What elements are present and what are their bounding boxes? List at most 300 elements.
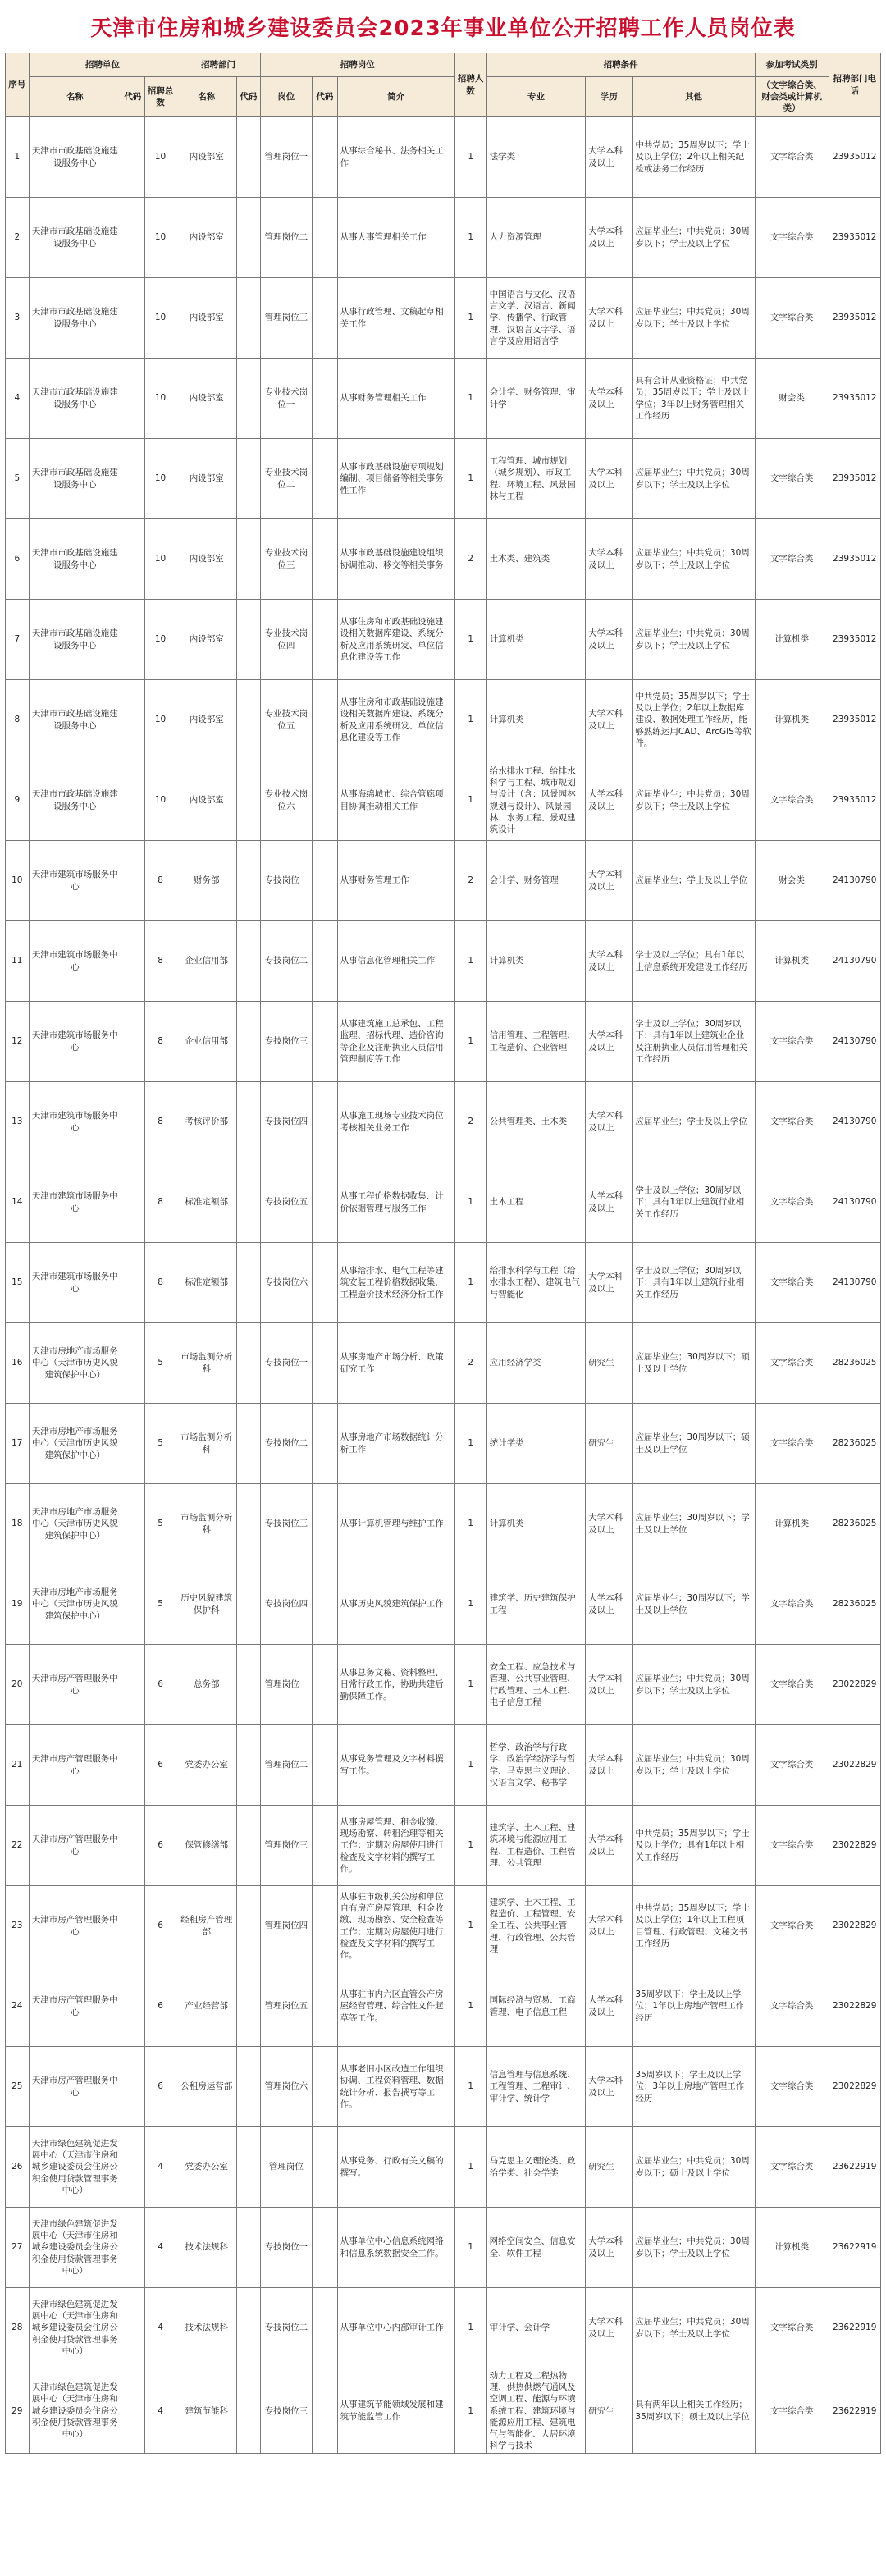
cell-edu: 大学本科及以上 [586, 278, 633, 359]
cell-post-name: 专技岗位二 [260, 2288, 312, 2368]
cell-post-desc: 从事住房和市政基础设施建设相关数据库建设、系统分析及应用系统研发、单位信息化建设等工作 [337, 600, 454, 680]
cell-post-desc: 从事驻市级机关公房和单位自有房产房屋管理、租金收缴、现场勘察、安全检查等工作；定期对房屋使用进行检查及文字材料的撰写工作。 [337, 1886, 454, 1966]
cell-unit-total: 8 [144, 1243, 176, 1323]
cell-count: 2 [454, 519, 486, 600]
header-exam-note: （文字综合类、财会类或计算机类） [755, 77, 829, 117]
cell-post-desc: 从事单位中心内部审计工作 [337, 2288, 454, 2368]
cell-seq: 20 [6, 1645, 30, 1725]
cell-exam: 文字综合类 [755, 1645, 829, 1725]
cell-dept-code [237, 841, 261, 921]
cell-count: 1 [454, 2368, 486, 2454]
cell-post-name: 管理岗位三 [260, 1806, 312, 1886]
cell-dept-name: 标准定额部 [176, 1243, 237, 1323]
cell-phone: 23622919 [829, 2288, 880, 2368]
cell-unit-code [121, 1002, 145, 1082]
cell-unit-total: 4 [144, 2288, 176, 2368]
cell-phone: 23022829 [829, 1886, 880, 1966]
table-row [6, 1966, 881, 2047]
cell-major: 土木工程 [486, 1162, 586, 1243]
cell-phone: 23022829 [829, 1725, 880, 1806]
cell-unit-name: 天津市市政基础设施建设服务中心 [29, 519, 121, 600]
cell-dept-code [237, 760, 261, 841]
cell-seq: 2 [6, 198, 30, 278]
cell-exam: 文字综合类 [755, 198, 829, 278]
cell-post-desc: 从事驻市内六区直管公产房屋经营管理、综合性文件起草等工作。 [337, 1966, 454, 2047]
cell-other: 35周岁以下；学士及以上学位；3年以上房地产管理工作经历 [633, 2047, 755, 2127]
cell-post-desc: 从事工程价格数据收集、计价依据管理与服务工作 [337, 1162, 454, 1243]
cell-exam: 文字综合类 [755, 2288, 829, 2368]
cell-dept-name: 内设部室 [176, 600, 237, 680]
cell-major: 计算机类 [486, 600, 586, 680]
cell-count: 1 [454, 278, 486, 359]
cell-unit-code [121, 600, 145, 680]
cell-other: 应届毕业生；中共党员；30周岁以下；硕士及以上学位 [633, 2127, 755, 2208]
cell-seq: 25 [6, 2047, 30, 2127]
table-row [6, 359, 881, 439]
header-count: 招聘人数 [454, 53, 486, 117]
cell-unit-code [121, 1645, 145, 1725]
cell-seq: 8 [6, 680, 30, 760]
cell-unit-name: 天津市绿色建筑促进发展中心（天津市住房和城乡建设委员会住房公积金使用贷款管理事务中心） [29, 2368, 121, 2454]
cell-other: 应届毕业生；30周岁以下；硕士及以上学位 [633, 1323, 755, 1404]
cell-seq: 28 [6, 2288, 30, 2368]
cell-unit-name: 天津市市政基础设施建设服务中心 [29, 359, 121, 439]
cell-post-code [313, 1645, 338, 1725]
cell-dept-name: 产业经营部 [176, 1966, 237, 2047]
cell-dept-code [237, 1725, 261, 1806]
cell-other: 学士及以上学位；30周岁以下；具有1年以上建筑行业相关工作经历 [633, 1243, 755, 1323]
cell-count: 1 [454, 2127, 486, 2208]
cell-post-code [313, 1886, 338, 1966]
cell-edu: 大学本科及以上 [586, 1725, 633, 1806]
header-post-name: 岗位 [260, 77, 312, 117]
cell-post-name: 专技岗位三 [260, 2368, 312, 2454]
cell-dept-code [237, 278, 261, 359]
cell-unit-total: 4 [144, 2208, 176, 2288]
cell-post-desc: 从事海绵城市、综合管廊项目协调推动相关工作 [337, 760, 454, 841]
cell-count: 1 [454, 2288, 486, 2368]
cell-post-name: 专业技术岗位四 [260, 600, 312, 680]
cell-unit-code [121, 1243, 145, 1323]
cell-dept-code [237, 198, 261, 278]
cell-dept-name: 考核评价部 [176, 1082, 237, 1162]
header-seq: 序号 [6, 53, 30, 117]
table-row [6, 1886, 881, 1966]
cell-edu: 大学本科及以上 [586, 2208, 633, 2288]
cell-post-code [313, 841, 338, 921]
table-row [6, 2288, 881, 2368]
header-major: 专业 [486, 77, 586, 117]
table-row [6, 1806, 881, 1886]
cell-post-name: 专技岗位一 [260, 841, 312, 921]
cell-post-code [313, 278, 338, 359]
cell-unit-total: 6 [144, 1886, 176, 1966]
cell-edu: 大学本科及以上 [586, 680, 633, 760]
cell-post-code [313, 2368, 338, 2454]
cell-exam: 文字综合类 [755, 760, 829, 841]
cell-post-desc: 从事综合秘书、法务相关工作 [337, 117, 454, 198]
cell-major: 安全工程、应急技术与管理、公共事业管理、行政管理、土木工程、电子信息工程 [486, 1645, 586, 1725]
cell-count: 1 [454, 117, 486, 198]
cell-unit-name: 天津市建筑市场服务中心 [29, 1002, 121, 1082]
cell-dept-name: 经租房产管理部 [176, 1886, 237, 1966]
table-row [6, 1243, 881, 1323]
table-row [6, 600, 881, 680]
cell-post-code [313, 198, 338, 278]
cell-count: 1 [454, 1162, 486, 1243]
cell-phone: 23622919 [829, 2368, 880, 2454]
cell-major: 国际经济与贸易、工商管理、电子信息工程 [486, 1966, 586, 2047]
table-row [6, 921, 881, 1002]
cell-unit-code [121, 760, 145, 841]
cell-major: 法学类 [486, 117, 586, 198]
cell-dept-name: 内设部室 [176, 680, 237, 760]
cell-count: 2 [454, 841, 486, 921]
cell-unit-total: 10 [144, 680, 176, 760]
cell-dept-code [237, 921, 261, 1002]
cell-dept-code [237, 1404, 261, 1484]
cell-post-desc: 从事党务、行政有关文稿的撰写。 [337, 2127, 454, 2208]
cell-dept-name: 建筑节能科 [176, 2368, 237, 2454]
cell-other: 35周岁以下；学士及以上学位；1年以上房地产管理工作经历 [633, 1966, 755, 2047]
cell-other: 具有两年以上相关工作经历；35周岁以下；硕士及以上学位 [633, 2368, 755, 2454]
cell-seq: 29 [6, 2368, 30, 2454]
cell-phone: 23935012 [829, 117, 880, 198]
cell-unit-name: 天津市房地产市场服务中心（天津市历史风貌建筑保护中心） [29, 1484, 121, 1564]
cell-edu: 大学本科及以上 [586, 1162, 633, 1243]
table-row [6, 439, 881, 519]
cell-post-code [313, 2288, 338, 2368]
cell-exam: 文字综合类 [755, 439, 829, 519]
cell-unit-total: 5 [144, 1484, 176, 1564]
cell-seq: 16 [6, 1323, 30, 1404]
cell-other: 应届毕业生；中共党员；30周岁以下；学士及以上学位 [633, 1645, 755, 1725]
cell-other: 应届毕业生；学士及以上学位 [633, 841, 755, 921]
cell-post-code [313, 359, 338, 439]
cell-other: 应届毕业生；中共党员；30周岁以下；学士及以上学位 [633, 600, 755, 680]
cell-unit-total: 8 [144, 921, 176, 1002]
cell-post-name: 专技岗位二 [260, 1404, 312, 1484]
header-phone: 招聘部门电话 [829, 53, 880, 117]
cell-edu: 研究生 [586, 2127, 633, 2208]
header-edu: 学历 [586, 77, 633, 117]
cell-post-name: 专技岗位六 [260, 1243, 312, 1323]
cell-unit-total: 8 [144, 841, 176, 921]
cell-post-desc: 从事老旧小区改造工作组织协调、工程资料管理、数据统计分析、报告撰写等工作。 [337, 2047, 454, 2127]
cell-seq: 9 [6, 760, 30, 841]
cell-count: 1 [454, 2047, 486, 2127]
table-row [6, 2047, 881, 2127]
header-cond-group: 招聘条件 [486, 53, 755, 77]
cell-unit-name: 天津市市政基础设施建设服务中心 [29, 600, 121, 680]
cell-phone: 28236025 [829, 1564, 880, 1645]
cell-phone: 23622919 [829, 2127, 880, 2208]
cell-exam: 文字综合类 [755, 1564, 829, 1645]
cell-dept-name: 保管修缮部 [176, 1806, 237, 1886]
cell-unit-total: 10 [144, 278, 176, 359]
cell-edu: 大学本科及以上 [586, 1243, 633, 1323]
cell-dept-code [237, 2127, 261, 2208]
cell-count: 1 [454, 1725, 486, 1806]
cell-unit-code [121, 921, 145, 1002]
cell-dept-code [237, 680, 261, 760]
cell-unit-total: 8 [144, 1162, 176, 1243]
cell-dept-name: 历史风貌建筑保护科 [176, 1564, 237, 1645]
cell-seq: 1 [6, 117, 30, 198]
cell-phone: 28236025 [829, 1484, 880, 1564]
cell-exam: 财会类 [755, 841, 829, 921]
cell-dept-code [237, 1886, 261, 1966]
cell-post-desc: 从事历史风貌建筑保护工作 [337, 1564, 454, 1645]
cell-edu: 研究生 [586, 2368, 633, 2454]
cell-dept-name: 内设部室 [176, 439, 237, 519]
cell-post-desc: 从事房地产市场分析、政策研究工作 [337, 1323, 454, 1404]
cell-unit-total: 6 [144, 2047, 176, 2127]
cell-major: 统计学类 [486, 1404, 586, 1484]
header-dept-name: 名称 [176, 77, 237, 117]
cell-unit-code [121, 519, 145, 600]
table-row [6, 1645, 881, 1725]
cell-edu: 大学本科及以上 [586, 921, 633, 1002]
cell-post-name: 专业技术岗位二 [260, 439, 312, 519]
cell-major: 信用管理、工程管理、工程造价、企业管理 [486, 1002, 586, 1082]
cell-dept-code [237, 1243, 261, 1323]
cell-post-code [313, 1082, 338, 1162]
cell-post-code [313, 1323, 338, 1404]
table-row [6, 680, 881, 760]
cell-unit-code [121, 2047, 145, 2127]
cell-post-name: 专业技术岗位三 [260, 519, 312, 600]
cell-unit-name: 天津市市政基础设施建设服务中心 [29, 278, 121, 359]
cell-post-name: 管理岗位五 [260, 1966, 312, 2047]
table-row [6, 760, 881, 841]
cell-unit-name: 天津市建筑市场服务中心 [29, 1162, 121, 1243]
table-body [6, 117, 881, 2454]
cell-count: 1 [454, 1806, 486, 1886]
cell-post-code [313, 680, 338, 760]
cell-exam: 文字综合类 [755, 1323, 829, 1404]
cell-post-code [313, 117, 338, 198]
cell-post-desc: 从事财务管理相关工作 [337, 359, 454, 439]
cell-post-code [313, 1806, 338, 1886]
cell-post-name: 专技岗位一 [260, 1323, 312, 1404]
cell-exam: 文字综合类 [755, 1886, 829, 1966]
cell-phone: 28236025 [829, 1323, 880, 1404]
cell-post-name: 专业技术岗位五 [260, 680, 312, 760]
table-row [6, 1002, 881, 1082]
table-row [6, 1082, 881, 1162]
cell-post-desc: 从事党务管理及文字材料撰写工作。 [337, 1725, 454, 1806]
cell-dept-name: 党委办公室 [176, 1725, 237, 1806]
cell-unit-total: 10 [144, 519, 176, 600]
cell-dept-code [237, 519, 261, 600]
cell-count: 2 [454, 1323, 486, 1404]
cell-unit-code [121, 439, 145, 519]
cell-dept-code [237, 1966, 261, 2047]
cell-count: 1 [454, 1404, 486, 1484]
cell-major: 会计学、财务管理、审计学 [486, 359, 586, 439]
cell-edu: 大学本科及以上 [586, 1645, 633, 1725]
cell-unit-code [121, 1162, 145, 1243]
cell-unit-total: 10 [144, 439, 176, 519]
cell-phone: 23022829 [829, 1806, 880, 1886]
cell-other: 应届毕业生；中共党员；30周岁以下；学士及以上学位 [633, 278, 755, 359]
cell-unit-code [121, 1323, 145, 1404]
cell-dept-code [237, 1564, 261, 1645]
cell-phone: 28236025 [829, 1404, 880, 1484]
cell-unit-code [121, 198, 145, 278]
cell-post-desc: 从事给排水、电气工程等建筑安装工程价格数据收集，工程造价技术经济分析工作 [337, 1243, 454, 1323]
cell-seq: 18 [6, 1484, 30, 1564]
cell-dept-name: 总务部 [176, 1645, 237, 1725]
cell-other: 中共党员；35周岁以下；学士及以上学位；2年以上相关纪检或法务工作经历 [633, 117, 755, 198]
cell-seq: 27 [6, 2208, 30, 2288]
cell-unit-name: 天津市房地产市场服务中心（天津市历史风貌建筑保护中心） [29, 1564, 121, 1645]
cell-unit-code [121, 1966, 145, 2047]
cell-count: 1 [454, 921, 486, 1002]
cell-dept-code [237, 117, 261, 198]
cell-post-name: 专技岗位三 [260, 1002, 312, 1082]
cell-post-desc: 从事单位中心信息系统网络和信息系统数据安全工作。 [337, 2208, 454, 2288]
cell-unit-name: 天津市房产管理服务中心 [29, 1886, 121, 1966]
cell-edu: 大学本科及以上 [586, 2288, 633, 2368]
cell-major: 计算机类 [486, 680, 586, 760]
cell-phone: 23022829 [829, 1966, 880, 2047]
cell-edu: 大学本科及以上 [586, 1484, 633, 1564]
cell-phone: 23935012 [829, 439, 880, 519]
cell-major: 公共管理类、土木类 [486, 1082, 586, 1162]
cell-count: 1 [454, 2208, 486, 2288]
cell-count: 1 [454, 600, 486, 680]
cell-post-code [313, 1966, 338, 2047]
cell-unit-total: 10 [144, 600, 176, 680]
cell-other: 应届毕业生；30周岁以下；学士及以上学位 [633, 1564, 755, 1645]
cell-count: 1 [454, 1966, 486, 2047]
cell-edu: 大学本科及以上 [586, 841, 633, 921]
cell-phone: 23622919 [829, 2208, 880, 2288]
cell-seq: 23 [6, 1886, 30, 1966]
cell-major: 土木类、建筑类 [486, 519, 586, 600]
cell-dept-name: 企业信用部 [176, 1002, 237, 1082]
cell-unit-code [121, 1564, 145, 1645]
table-row [6, 2127, 881, 2208]
cell-other: 应届毕业生；中共党员；30周岁以下；学士及以上学位 [633, 1725, 755, 1806]
cell-post-code [313, 1484, 338, 1564]
cell-post-desc: 从事信息化管理相关工作 [337, 921, 454, 1002]
cell-unit-total: 10 [144, 359, 176, 439]
cell-other: 应届毕业生；30周岁以下；学士及以上学位 [633, 1484, 755, 1564]
cell-other: 中共党员；35周岁以下；学士及以上学位；具有1年以上相关工作经历 [633, 1806, 755, 1886]
cell-phone: 23935012 [829, 680, 880, 760]
cell-edu: 研究生 [586, 1404, 633, 1484]
cell-major: 给排水科学与工程（给水排水工程）、建筑电气与智能化 [486, 1243, 586, 1323]
cell-exam: 计算机类 [755, 680, 829, 760]
cell-exam: 文字综合类 [755, 1725, 829, 1806]
cell-seq: 15 [6, 1243, 30, 1323]
cell-unit-name: 天津市市政基础设施建设服务中心 [29, 680, 121, 760]
cell-dept-name: 市场监测分析科 [176, 1484, 237, 1564]
cell-other: 应届毕业生；中共党员；30周岁以下；学士及以上学位 [633, 760, 755, 841]
table-row [6, 519, 881, 600]
cell-phone: 23935012 [829, 278, 880, 359]
cell-count: 2 [454, 1082, 486, 1162]
cell-post-desc: 从事房屋管理、租金收缴、现场勘察、转租治理等相关工作；定期对房屋使用进行检查及文字材料的撰写工作。 [337, 1806, 454, 1886]
cell-count: 1 [454, 1002, 486, 1082]
table-row [6, 1323, 881, 1404]
cell-unit-name: 天津市房地产市场服务中心（天津市历史风貌建筑保护中心） [29, 1323, 121, 1404]
cell-post-code [313, 2127, 338, 2208]
cell-dept-name: 内设部室 [176, 519, 237, 600]
cell-post-name: 管理岗位二 [260, 1725, 312, 1806]
table-row [6, 278, 881, 359]
cell-phone: 23022829 [829, 2047, 880, 2127]
cell-dept-code [237, 1323, 261, 1404]
cell-seq: 24 [6, 1966, 30, 2047]
cell-edu: 大学本科及以上 [586, 1806, 633, 1886]
cell-exam: 计算机类 [755, 2208, 829, 2288]
cell-unit-total: 10 [144, 760, 176, 841]
cell-major: 计算机类 [486, 1484, 586, 1564]
cell-post-desc: 从事市政基础设施建设组织协调推动、移交等相关事务 [337, 519, 454, 600]
cell-post-name: 专技岗位二 [260, 921, 312, 1002]
cell-phone: 24130790 [829, 1243, 880, 1323]
cell-post-name: 管理岗位 [260, 2127, 312, 2208]
cell-unit-code [121, 2368, 145, 2454]
cell-edu: 大学本科及以上 [586, 1564, 633, 1645]
cell-unit-name: 天津市绿色建筑促进发展中心（天津市住房和城乡建设委员会住房公积金使用贷款管理事务中心） [29, 2288, 121, 2368]
cell-post-code [313, 1564, 338, 1645]
cell-edu: 大学本科及以上 [586, 1886, 633, 1966]
cell-post-name: 专技岗位一 [260, 2208, 312, 2288]
header-unit-code: 代码 [121, 77, 145, 117]
cell-unit-total: 10 [144, 198, 176, 278]
cell-post-code [313, 519, 338, 600]
cell-unit-name: 天津市建筑市场服务中心 [29, 1243, 121, 1323]
table-row [6, 117, 881, 198]
cell-edu: 大学本科及以上 [586, 1966, 633, 2047]
cell-dept-name: 内设部室 [176, 760, 237, 841]
cell-unit-name: 天津市建筑市场服务中心 [29, 1082, 121, 1162]
cell-dept-name: 内设部室 [176, 359, 237, 439]
cell-seq: 12 [6, 1002, 30, 1082]
cell-unit-code [121, 2288, 145, 2368]
cell-other: 应届毕业生；中共党员；30周岁以下；学士及以上学位 [633, 198, 755, 278]
cell-dept-name: 企业信用部 [176, 921, 237, 1002]
cell-post-name: 专技岗位四 [260, 1564, 312, 1645]
cell-seq: 11 [6, 921, 30, 1002]
cell-dept-name: 内设部室 [176, 198, 237, 278]
cell-major: 工程管理、城市规划（城乡规划）、市政工程、环境工程、风景园林与工程 [486, 439, 586, 519]
cell-count: 1 [454, 1564, 486, 1645]
cell-unit-total: 5 [144, 1323, 176, 1404]
cell-post-name: 专技岗位五 [260, 1162, 312, 1243]
cell-major: 中国语言与文化、汉语言文学、汉语言、新闻学、传播学、行政管理、汉语言文字学、语言学及应用语言学 [486, 278, 586, 359]
header-other: 其他 [633, 77, 755, 117]
cell-edu: 大学本科及以上 [586, 439, 633, 519]
table-row [6, 2368, 881, 2454]
cell-dept-code [237, 1162, 261, 1243]
cell-post-desc: 从事建筑节能领域发展和建筑节能监管工作 [337, 2368, 454, 2454]
cell-post-desc: 从事住房和市政基础设施建设相关数据库建设、系统分析及应用系统研发、单位信息化建设等工作 [337, 680, 454, 760]
cell-count: 1 [454, 1886, 486, 1966]
cell-unit-code [121, 117, 145, 198]
cell-major: 建筑学、土木工程、建筑环境与能源应用工程、工程造价、工程管理、公共管理 [486, 1806, 586, 1886]
cell-unit-total: 10 [144, 117, 176, 198]
cell-other: 应届毕业生；30周岁以下；硕士及以上学位 [633, 1404, 755, 1484]
cell-exam: 文字综合类 [755, 1404, 829, 1484]
cell-post-desc: 从事计算机管理与维护工作 [337, 1484, 454, 1564]
cell-count: 1 [454, 760, 486, 841]
